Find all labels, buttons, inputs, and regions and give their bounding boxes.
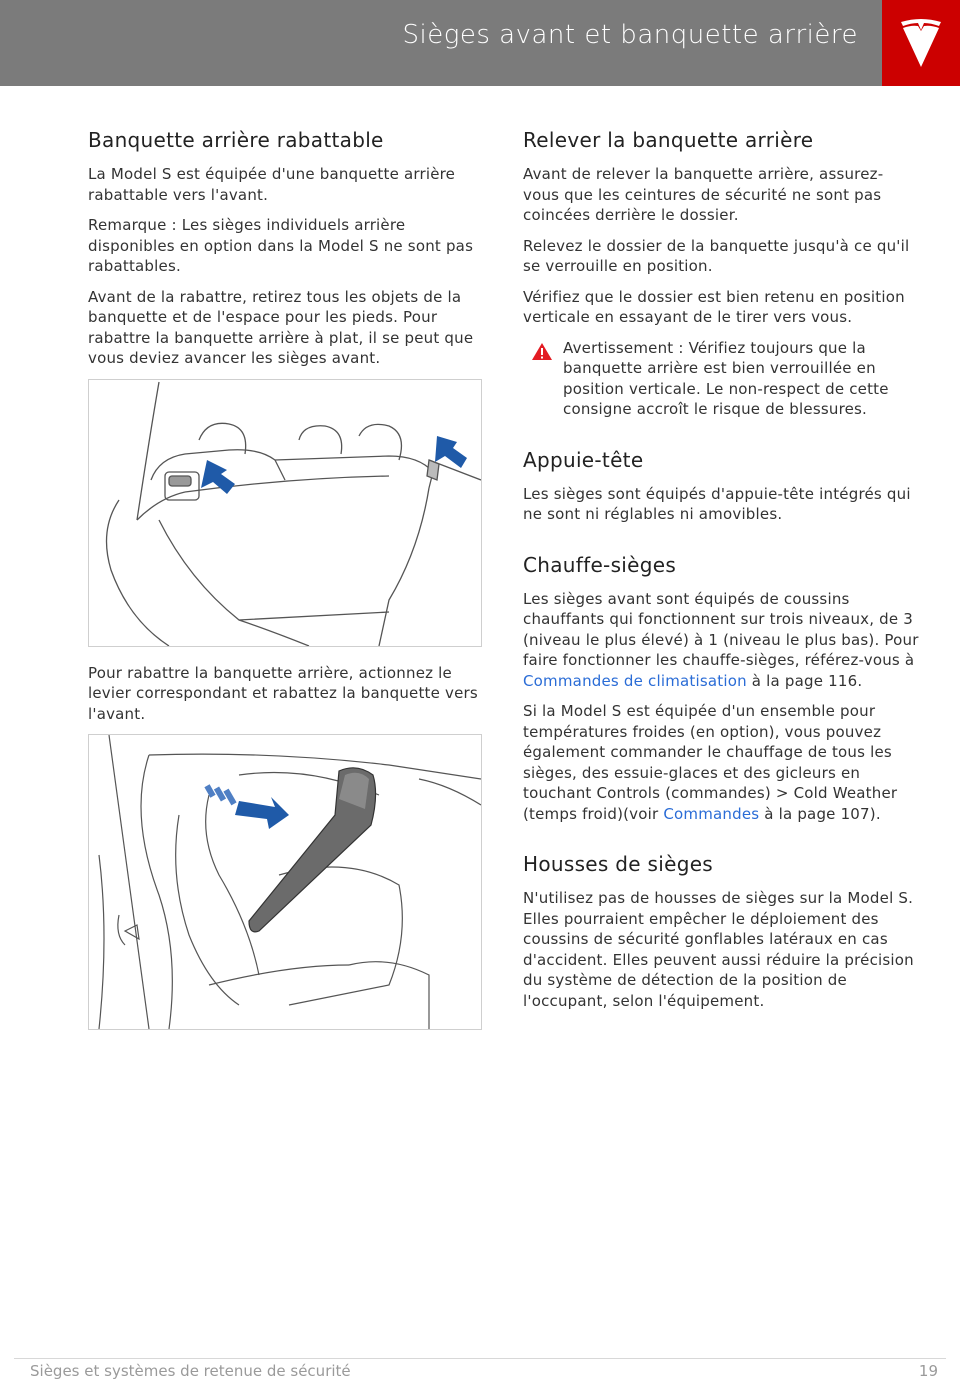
paragraph: Vérifiez que le dossier est bien retenu en position verticale en essayant de le tirer vers vous.: [523, 287, 905, 326]
section-title-folding-seat: Banquette arrière rabattable: [88, 128, 384, 152]
section-title-seat-covers: Housses de sièges: [523, 852, 714, 876]
paragraph: Avant de relever la banquette arrière, assurez-vous que les ceintures de sécurité ne sont pas coincées derrière le dossier.: [523, 165, 884, 224]
link-controls[interactable]: Commandes: [663, 804, 760, 823]
link-climate-controls[interactable]: Commandes de climatisation: [523, 671, 747, 690]
page-title: Sièges avant et banquette arrière: [402, 20, 858, 50]
right-column: [523, 128, 919, 1021]
page-number: 19: [918, 1362, 938, 1380]
paragraph: Relevez le dossier de la banquette jusqu'à ce qu'il se verrouille en position.: [523, 236, 910, 275]
left-column: [88, 128, 482, 1046]
warning-callout: [523, 338, 919, 420]
section-title-headrest: Appuie-tête: [523, 447, 644, 472]
paragraph: [523, 589, 919, 692]
warning-text: Avertissement : Vérifiez toujours que la banquette arrière est bien verrouillée en position verticale. Le non-respect de cette consigne accroît le risque de blessures.: [563, 338, 889, 418]
note-paragraph: Remarque : Les sièges individuels arrière disponibles en option dans la Model S ne sont pas rabattables.: [88, 216, 474, 275]
folding-seat-illustration: [88, 734, 482, 1030]
text: à la page 107).: [759, 804, 881, 823]
paragraph: [523, 701, 919, 824]
text: Si la Model S est équipée d'un ensemble pour températures froides (en option), vous pouvez également commander le chauffage de tous les sièges, des essuie-glaces et des gicleurs en touchant Controls (commandes) > Cold Weather (temps froid)(voir: [523, 702, 898, 823]
paragraph: Pour rabattre la banquette arrière, actionnez le levier correspondant et rabattez la banquette vers l'avant.: [88, 663, 478, 723]
paragraph: N'utilisez pas de housses de sièges sur la Model S. Elles pourraient empêcher le déploiement des coussins de sécurité gonflables latéraux en cas d'accident. Elles peuvent aussi réduire la précision du système de détection de la position de l'occupant, selon l'équipement.: [523, 889, 914, 1010]
section-title-raise-seat: Relever la banquette arrière: [523, 128, 814, 152]
seat-latch-illustration: [88, 379, 482, 647]
text: à la page 116.: [746, 671, 863, 690]
footer-divider: [14, 1358, 946, 1359]
section-title-seat-heaters: Chauffe-sièges: [523, 552, 677, 577]
paragraph: Avant de la rabattre, retirez tous les objets de la banquette et de l'espace pour les pieds. Pour rabattre la banquette arrière à plat, il se peut que vous deviez avancer les sièges avant.: [88, 287, 474, 367]
footer-section: Sièges et systèmes de retenue de sécurité: [30, 1362, 351, 1380]
text: Les sièges avant sont équipés de coussins chauffants qui fonctionnent sur trois niveaux, de 3 (niveau le plus élevé) à 1 (niveau le plus bas). Pour faire fonctionner les chauffe-sièges, référez-vous à: [523, 589, 919, 669]
paragraph: Les sièges sont équipés d'appuie-tête intégrés qui ne sont ni réglables ni amovibles.: [523, 484, 911, 523]
brand-logo: [882, 0, 960, 86]
tesla-logo-icon: [899, 17, 943, 69]
warning-icon: [531, 342, 553, 361]
paragraph: La Model S est équipée d'une banquette arrière rabattable vers l'avant.: [88, 165, 456, 204]
page-header: [0, 0, 960, 86]
